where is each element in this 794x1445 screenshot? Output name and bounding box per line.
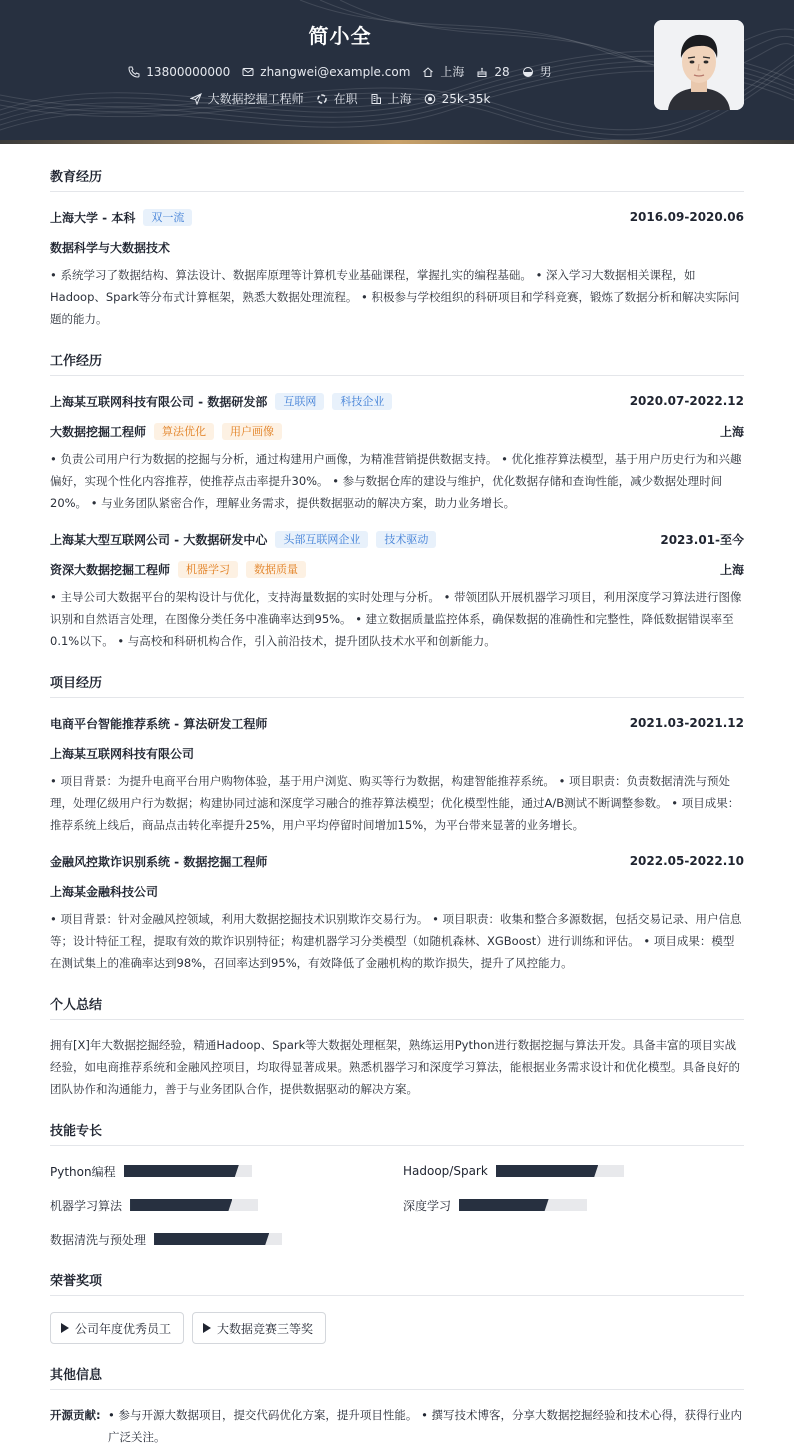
work-date: 2023.01-至今 [660, 532, 744, 547]
email-text: zhangwei@example.com [260, 64, 411, 79]
home-icon [422, 66, 434, 78]
project-section [50, 672, 744, 974]
awards-section-title: 荣誉奖项 [50, 1270, 744, 1296]
other-row [50, 1404, 744, 1445]
project-date: 2021.03-2021.12 [629, 716, 744, 730]
education-desc: • 系统学习了数据结构、算法设计、数据库原理等计算机专业基础课程，掌握扎实的编程基础。 • 深入学习大数据相关课程，如Hadoop、Spark等分布式计算框架，熟悉大数据处理流程。 • 积极参与学校组织的科研项目和学科竞赛，锻炼了数据分析和解决实际问题的能力。 [50, 268, 740, 326]
education-section-title: 教育经历 [50, 166, 744, 192]
salary-info [424, 92, 491, 106]
education-entry-head [50, 208, 744, 226]
target-city-info [370, 90, 412, 107]
skill-bar [124, 1165, 252, 1177]
skill-fill [154, 1233, 269, 1245]
job-target-text: 大数据挖掘工程师 [207, 92, 304, 106]
summary-section [50, 994, 744, 1100]
work-location: 上海 [719, 424, 744, 439]
project-entry [50, 852, 744, 974]
job-target-info [190, 90, 304, 107]
status-text: 在职 [333, 92, 358, 106]
role-tag: 数据质量 [246, 561, 306, 578]
play-icon [203, 1323, 211, 1333]
work-desc: • 主导公司大数据平台的架构设计与优化，支持海量数据的实时处理与分析。 • 带领团队开展机器学习项目，利用深度学习算法进行图像识别和自然语言处理，在图像分类任务中准确率达到95%。 • 建立数据质量监控体系，确保数据的准确性和完整性，降低数据错误率至0.1%以下。 • 与高校和科研机构合作，引入前沿技术，提升团队技术水平和创新能力。 [50, 590, 742, 648]
send-icon [190, 93, 202, 105]
gender-icon [522, 66, 534, 78]
resume-header [0, 0, 794, 140]
skill-fill [130, 1199, 232, 1211]
company-tag: 互联网 [275, 393, 324, 410]
company-tag: 头部互联网企业 [275, 531, 368, 548]
work-desc: • 负责公司用户行为数据的挖掘与分析，通过构建用户画像，为精准营销提供数据支持。 • 优化推荐算法模型，基于用户历史行为和兴趣偏好，实现个性化内容推荐，使推荐点击率提升30%。 • 参与数据仓库的建设与维护，优化数据存储和查询性能，减少数据处理时间20%。 • 与业务团队紧密合作，理解业务需求，提供数据驱动的解决方案，助力业务增长。 [50, 452, 742, 510]
award-label: 大数据竞赛三等奖 [217, 1321, 314, 1336]
age-text: 28 [494, 64, 510, 79]
work-entry-head [50, 530, 744, 548]
skill-bar [130, 1199, 258, 1211]
other-text: • 参与开源大数据项目，提交代码优化方案，提升项目性能。 • 撰写技术博客，分享大数据挖掘经验和技术心得，获得行业内广泛关注。 [108, 1408, 743, 1444]
salary-text: 25k-35k [441, 91, 491, 106]
avatar-portrait [654, 20, 744, 110]
gender-info [522, 63, 552, 80]
job-intent-row [0, 90, 680, 107]
skill-name: Hadoop/Spark [403, 1164, 488, 1178]
gender-text: 男 [539, 65, 552, 79]
phone-info [128, 65, 230, 79]
skills-section-title: 技能专长 [50, 1120, 744, 1146]
company-tag: 技术驱动 [376, 531, 436, 548]
mail-icon [242, 66, 254, 78]
city-info [422, 63, 464, 80]
work-entry [50, 530, 744, 652]
project-entry [50, 714, 744, 836]
cake-icon [476, 66, 488, 78]
skill-fill [459, 1199, 549, 1211]
work-location: 上海 [719, 562, 744, 577]
project-name: 金融风控欺诈识别系统 - 数据挖掘工程师 [50, 854, 268, 869]
skill-item [50, 1162, 403, 1180]
other-section [50, 1364, 744, 1445]
skills-grid [50, 1162, 744, 1248]
status-icon [316, 93, 328, 105]
play-icon [61, 1323, 69, 1333]
work-section-title: 工作经历 [50, 350, 744, 376]
role-name: 资深大数据挖掘工程师 [50, 562, 171, 577]
money-icon [424, 93, 436, 105]
work-entry [50, 392, 744, 514]
skill-item [50, 1196, 403, 1214]
role-tag: 用户画像 [222, 423, 282, 440]
education-section [50, 166, 744, 330]
phone-text: 13800000000 [146, 64, 231, 79]
company-tag: 科技企业 [332, 393, 392, 410]
status-info [316, 90, 358, 107]
skill-name: 机器学习算法 [50, 1198, 123, 1213]
summary-text: 拥有[X]年大数据挖掘经验，精通Hadoop、Spark等大数据处理框架，熟练运用Python进行数据挖掘与算法开发。具备丰富的项目实战经验，如电商推荐系统和金融风控项目，均取得显著成果。熟悉机器学习和深度学习算法，能根据业务需求设计和优化模型。具备良好的团队协作和沟通能力，善于与业务团队合作，提供数据驱动的解决方案。 [50, 1038, 740, 1096]
skill-bar [154, 1233, 282, 1245]
other-section-title: 其他信息 [50, 1364, 744, 1390]
city-text: 上海 [440, 65, 465, 79]
target-city-text: 上海 [387, 92, 412, 106]
skill-name: Python编程 [50, 1164, 116, 1179]
skill-fill [496, 1165, 598, 1177]
skill-bar [496, 1165, 624, 1177]
skill-item [50, 1230, 403, 1248]
role-row [50, 422, 744, 440]
major-name: 数据科学与大数据技术 [50, 240, 171, 255]
age-info [476, 65, 509, 79]
project-date: 2022.05-2022.10 [629, 854, 744, 868]
role-row [50, 560, 744, 578]
skill-name: 数据清洗与预处理 [50, 1232, 147, 1247]
project-entry-head [50, 714, 744, 732]
project-desc: • 项目背景：为提升电商平台用户购物体验，基于用户浏览、购买等行为数据，构建智能推荐系统。 • 项目职责：负责数据清洗与预处理，处理亿级用户行为数据；构建协同过滤和深度学习融合的推荐算法模型；优化模型性能，通过A/B测试不断调整参数。 • 项目成果：推荐系统上线后，商品点击转化率提升25%，用户平均停留时间增加15%，为平台带来显著的业务增长。 [50, 774, 740, 832]
company-name: 上海某互联网科技有限公司 - 数据研发部 [50, 394, 268, 409]
header-divider [0, 140, 794, 144]
major-row [50, 238, 744, 256]
education-date: 2016.09-2020.06 [629, 210, 744, 224]
work-entry-head [50, 392, 744, 410]
role-name: 大数据挖掘工程师 [50, 424, 147, 439]
awards-list [50, 1312, 744, 1344]
project-company-row [50, 882, 744, 900]
building-icon [370, 93, 382, 105]
skill-item [403, 1162, 744, 1180]
skill-item [403, 1196, 744, 1214]
avatar [654, 20, 744, 110]
project-company-row [50, 744, 744, 762]
project-entry-head [50, 852, 744, 870]
email-info [242, 65, 410, 79]
award-label: 公司年度优秀员工 [75, 1321, 172, 1336]
skill-name: 深度学习 [403, 1198, 452, 1213]
skill-fill [124, 1165, 239, 1177]
other-label: 开源贡献: [50, 1408, 101, 1422]
school-name: 上海大学 - 本科 [50, 210, 136, 225]
company-name: 上海某大型互联网公司 - 大数据研发中心 [50, 532, 268, 547]
award-item [50, 1312, 184, 1344]
project-desc: • 项目背景：针对金融风控领域，利用大数据挖掘技术识别欺诈交易行为。 • 项目职责：收集和整合多源数据，包括交易记录、用户信息等；设计特征工程，提取有效的欺诈识别特征；构建机器学习分类模型（如随机森林、XGBoost）进行训练和评估。 • 项目成果：模型在测试集上的准确率达到98%，召回率达到95%，有效降低了金融机构的欺诈损失，提升了风控能力。 [50, 912, 742, 970]
candidate-name: 简小全 [308, 24, 372, 48]
phone-icon [128, 66, 140, 78]
project-name: 电商平台智能推荐系统 - 算法研发工程师 [50, 716, 268, 731]
skills-section [50, 1120, 744, 1248]
contact-row [0, 63, 680, 80]
awards-section [50, 1270, 744, 1344]
project-company: 上海某互联网科技有限公司 [50, 746, 195, 761]
work-date: 2020.07-2022.12 [629, 394, 744, 408]
summary-section-title: 个人总结 [50, 994, 744, 1020]
work-section [50, 350, 744, 652]
role-tag: 算法优化 [154, 423, 214, 440]
award-item [192, 1312, 326, 1344]
school-tag: 双一流 [143, 209, 192, 226]
role-tag: 机器学习 [178, 561, 238, 578]
project-section-title: 项目经历 [50, 672, 744, 698]
skill-bar [459, 1199, 587, 1211]
project-company: 上海某金融科技公司 [50, 884, 159, 899]
